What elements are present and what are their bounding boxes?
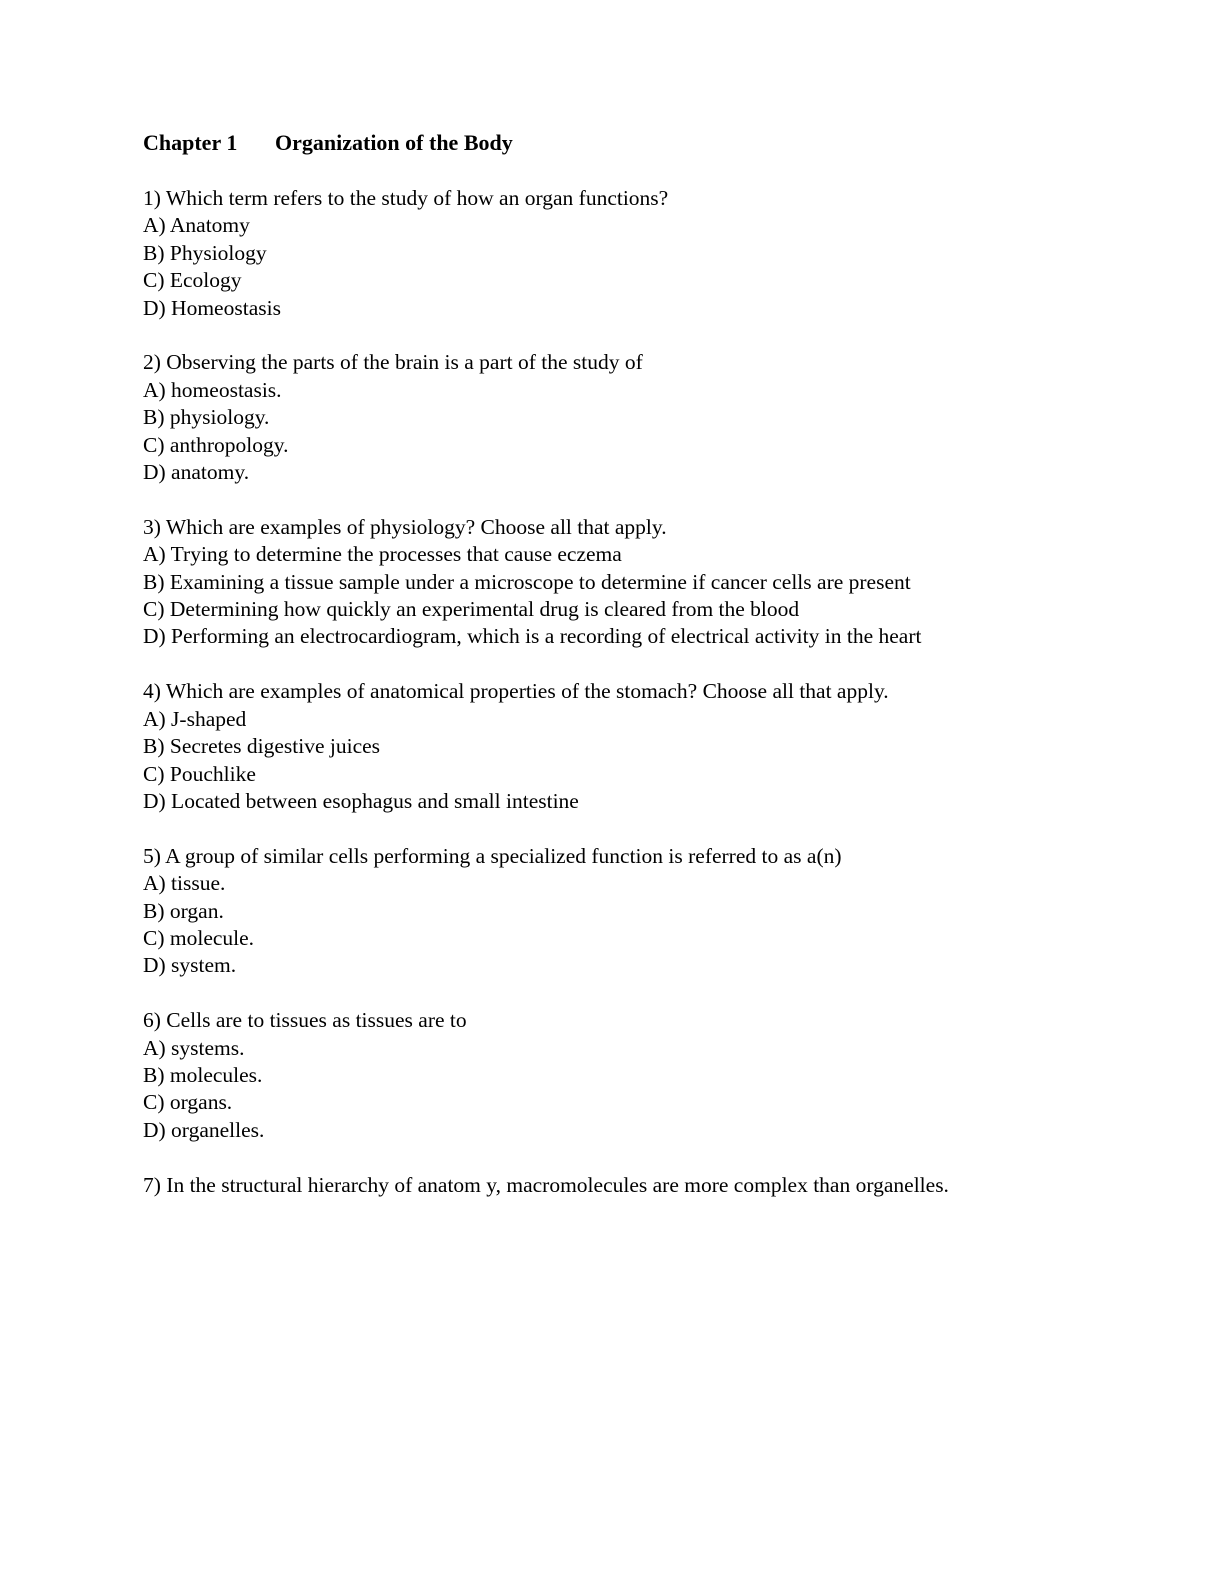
question-text: 2) Observing the parts of the brain is a part of the study of <box>143 350 643 375</box>
document-page <box>143 128 1123 1227</box>
answer-option: A) tissue. <box>143 871 226 896</box>
question-text: 7) In the structural hierarchy of anatom y, macromolecules are more complex than organelles. <box>143 1172 949 1197</box>
chapter-number: Chapter 1 <box>143 130 238 155</box>
question-text: 1) Which term refers to the study of how an organ functions? <box>143 186 669 210</box>
answer-option: B) molecules. <box>143 1063 263 1088</box>
question-4 <box>143 678 1123 815</box>
answer-option: B) Examining a tissue sample under a microscope to determine if cancer cells are present <box>143 569 911 594</box>
question-text: 6) Cells are to tissues as tissues are to <box>143 1008 467 1033</box>
chapter-title: Organization of the Body <box>275 130 513 155</box>
question-text: 5) A group of similar cells performing a specialized function is referred to as a(n) <box>143 843 842 868</box>
answer-option: A) homeostasis. <box>143 377 282 402</box>
answer-option: D) Homeostasis <box>143 295 281 320</box>
answer-option: C) molecule. <box>143 925 255 950</box>
question-5 <box>143 843 1123 980</box>
answer-option: C) anthropology. <box>143 432 289 457</box>
answer-option: A) J-shaped <box>143 706 247 731</box>
question-2 <box>143 349 1123 486</box>
question-1 <box>143 185 1123 322</box>
question-6 <box>143 1007 1123 1144</box>
answer-option: C) organs. <box>143 1090 233 1115</box>
answer-option: D) system. <box>143 953 237 978</box>
answer-option: B) Secretes digestive juices <box>143 734 381 759</box>
question-text: 3) Which are examples of physiology? Choose all that apply. <box>143 514 667 539</box>
question-3 <box>143 514 1123 651</box>
answer-option: D) Performing an electrocardiogram, which is a recording of electrical activity in the heart <box>143 624 922 649</box>
answer-option: C) Determining how quickly an experimental drug is cleared from the blood <box>143 597 800 622</box>
answer-option: D) anatomy. <box>143 460 250 485</box>
answer-option: A) Anatomy <box>143 213 250 238</box>
answer-option: B) physiology. <box>143 405 270 430</box>
answer-option: D) organelles. <box>143 1117 265 1142</box>
answer-option: A) systems. <box>143 1035 245 1060</box>
chapter-heading <box>143 128 1123 158</box>
answer-option: C) Ecology <box>143 268 242 293</box>
answer-option: B) Physiology <box>143 240 267 265</box>
answer-option: B) organ. <box>143 898 224 923</box>
answer-option: C) Pouchlike <box>143 761 256 786</box>
answer-option: A) Trying to determine the processes that cause eczema <box>143 542 622 567</box>
question-text: 4) Which are examples of anatomical properties of the stomach? Choose all that apply. <box>143 679 889 704</box>
question-7 <box>143 1172 1123 1199</box>
answer-option: D) Located between esophagus and small intestine <box>143 788 579 813</box>
